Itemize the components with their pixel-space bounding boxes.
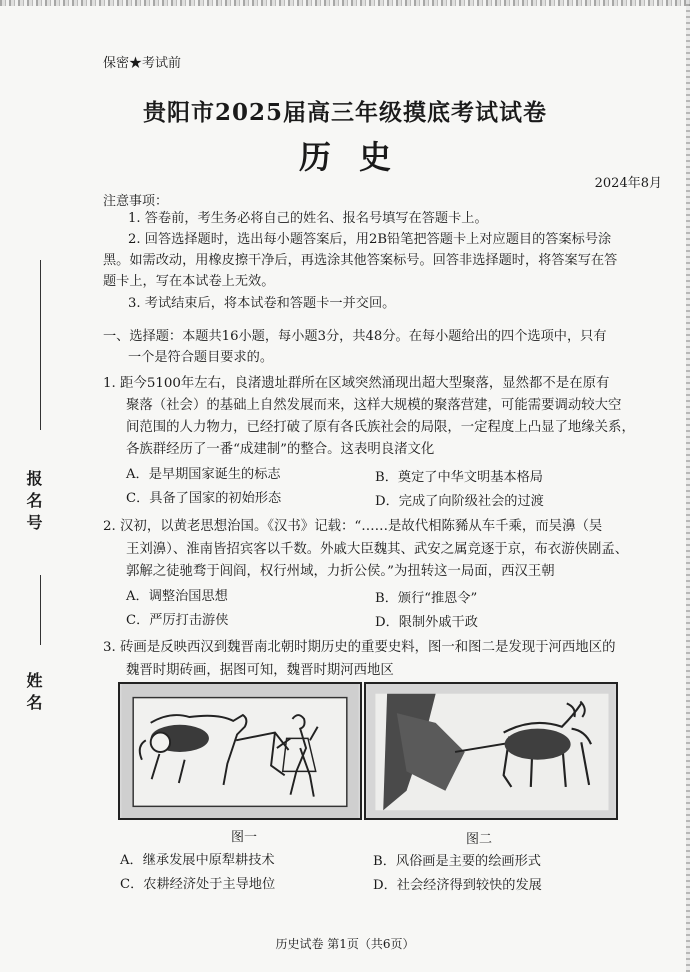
option-a: A．继承发展中原犁耕技术 (120, 853, 275, 868)
option-a: A．是早期国家诞生的标志 (126, 467, 281, 482)
exam-date: 2024年8月 (594, 176, 662, 191)
name-label: 姓名 (24, 672, 43, 716)
figure-1-caption: 图一 (231, 830, 258, 845)
notice-line: 题卡上，写在本试卷上无效。 (103, 274, 275, 289)
option-b: B．奠定了中华文明基本格局 (375, 470, 543, 485)
option-c: C．具备了国家的初始形态 (126, 491, 282, 506)
id-number-label: 报名号 (24, 470, 43, 536)
figure-2-caption: 图二 (466, 832, 493, 847)
question-text: 间范围的人力物力，已经打破了原有各氏族社会的局限，一定程度上凸显了地缘关系， (126, 420, 635, 435)
question-text: 郭解之徒驰骛于闾阎，权行州域，力折公侯。”为扭转这一局面，西汉王朝 (126, 564, 555, 579)
confidential-mark: 保密★考试前 (103, 56, 182, 71)
subject-title: 历史 (298, 138, 419, 176)
question-text: 聚落（社会）的基础上自然发展而来，这样大规模的聚落营建，可能需要调动较大空 (126, 398, 622, 413)
figure-2-drawing (366, 684, 616, 818)
figure-2-brick-painting (364, 682, 618, 820)
option-d: D．限制外戚干政 (375, 615, 478, 630)
id-number-line (40, 575, 41, 645)
question-text: 王刘濞）、淮南皆招宾客以千数。外戚大臣魏其、武安之属竞逐于京，布衣游侠剧孟、 (126, 542, 629, 557)
scan-edge-top (0, 0, 690, 6)
notice-line: 1. 答卷前，考生务必将自己的姓名、报名号填写在答题卡上。 (128, 211, 488, 226)
section-heading: 一、选择题：本题共16小题，每小题3分，共48分。在每小题给出的四个选项中，只有 (103, 329, 607, 344)
option-b: B．风俗画是主要的绘画形式 (373, 854, 541, 869)
notice-line: 2. 回答选择题时，选出每小题答案后，用2B铅笔把答题卡上对应题目的答案标号涂 (128, 232, 612, 247)
question-text: 魏晋时期砖画，据图可知，魏晋时期河西地区 (126, 663, 394, 678)
question-text: 3. 砖画是反映西汉到魏晋南北朝时期历史的重要史料，图一和图二是发现于河西地区的 (103, 640, 616, 655)
notice-line: 3. 考试结束后，将本试卷和答题卡一并交回。 (128, 296, 396, 311)
figure-1-drawing (120, 684, 360, 818)
question-text: 各族群经历了一番“成建制”的整合。这表明良渚文化 (126, 442, 435, 457)
question-text: 2. 汉初，以黄老思想治国。《汉书》记载：“……是故代相陈豨从车千乘，而吴濞（吴 (103, 519, 603, 534)
figure-1-brick-painting (118, 682, 362, 820)
option-d: D．社会经济得到较快的发展 (373, 878, 542, 893)
section-heading-cont: 一个是符合题目要求的。 (128, 350, 274, 365)
binding-line-top (40, 260, 41, 430)
option-d: D．完成了向阶级社会的过渡 (375, 494, 544, 509)
exam-title: 贵阳市2025届高三年级摸底考试试卷 (142, 99, 547, 126)
option-c: C．农耕经济处于主导地位 (120, 877, 276, 892)
notice-heading: 注意事项： (103, 194, 169, 209)
question-text: 1. 距今5100年左右，良渚遗址群所在区域突然涌现出超大型聚落，显然都不是在原有 (103, 376, 610, 391)
notice-line: 黑。如需改动，用橡皮擦干净后，再选涂其他答案标号。回答非选择题时，将答案写在答 (103, 253, 618, 268)
option-b: B．颁行“推恩令” (375, 591, 478, 606)
figure-row (118, 682, 618, 822)
page-footer: 历史试卷 第1页（共6页） (275, 937, 415, 951)
option-a: A．调整治国思想 (126, 589, 228, 604)
option-c: C．严厉打击游侠 (126, 613, 229, 628)
